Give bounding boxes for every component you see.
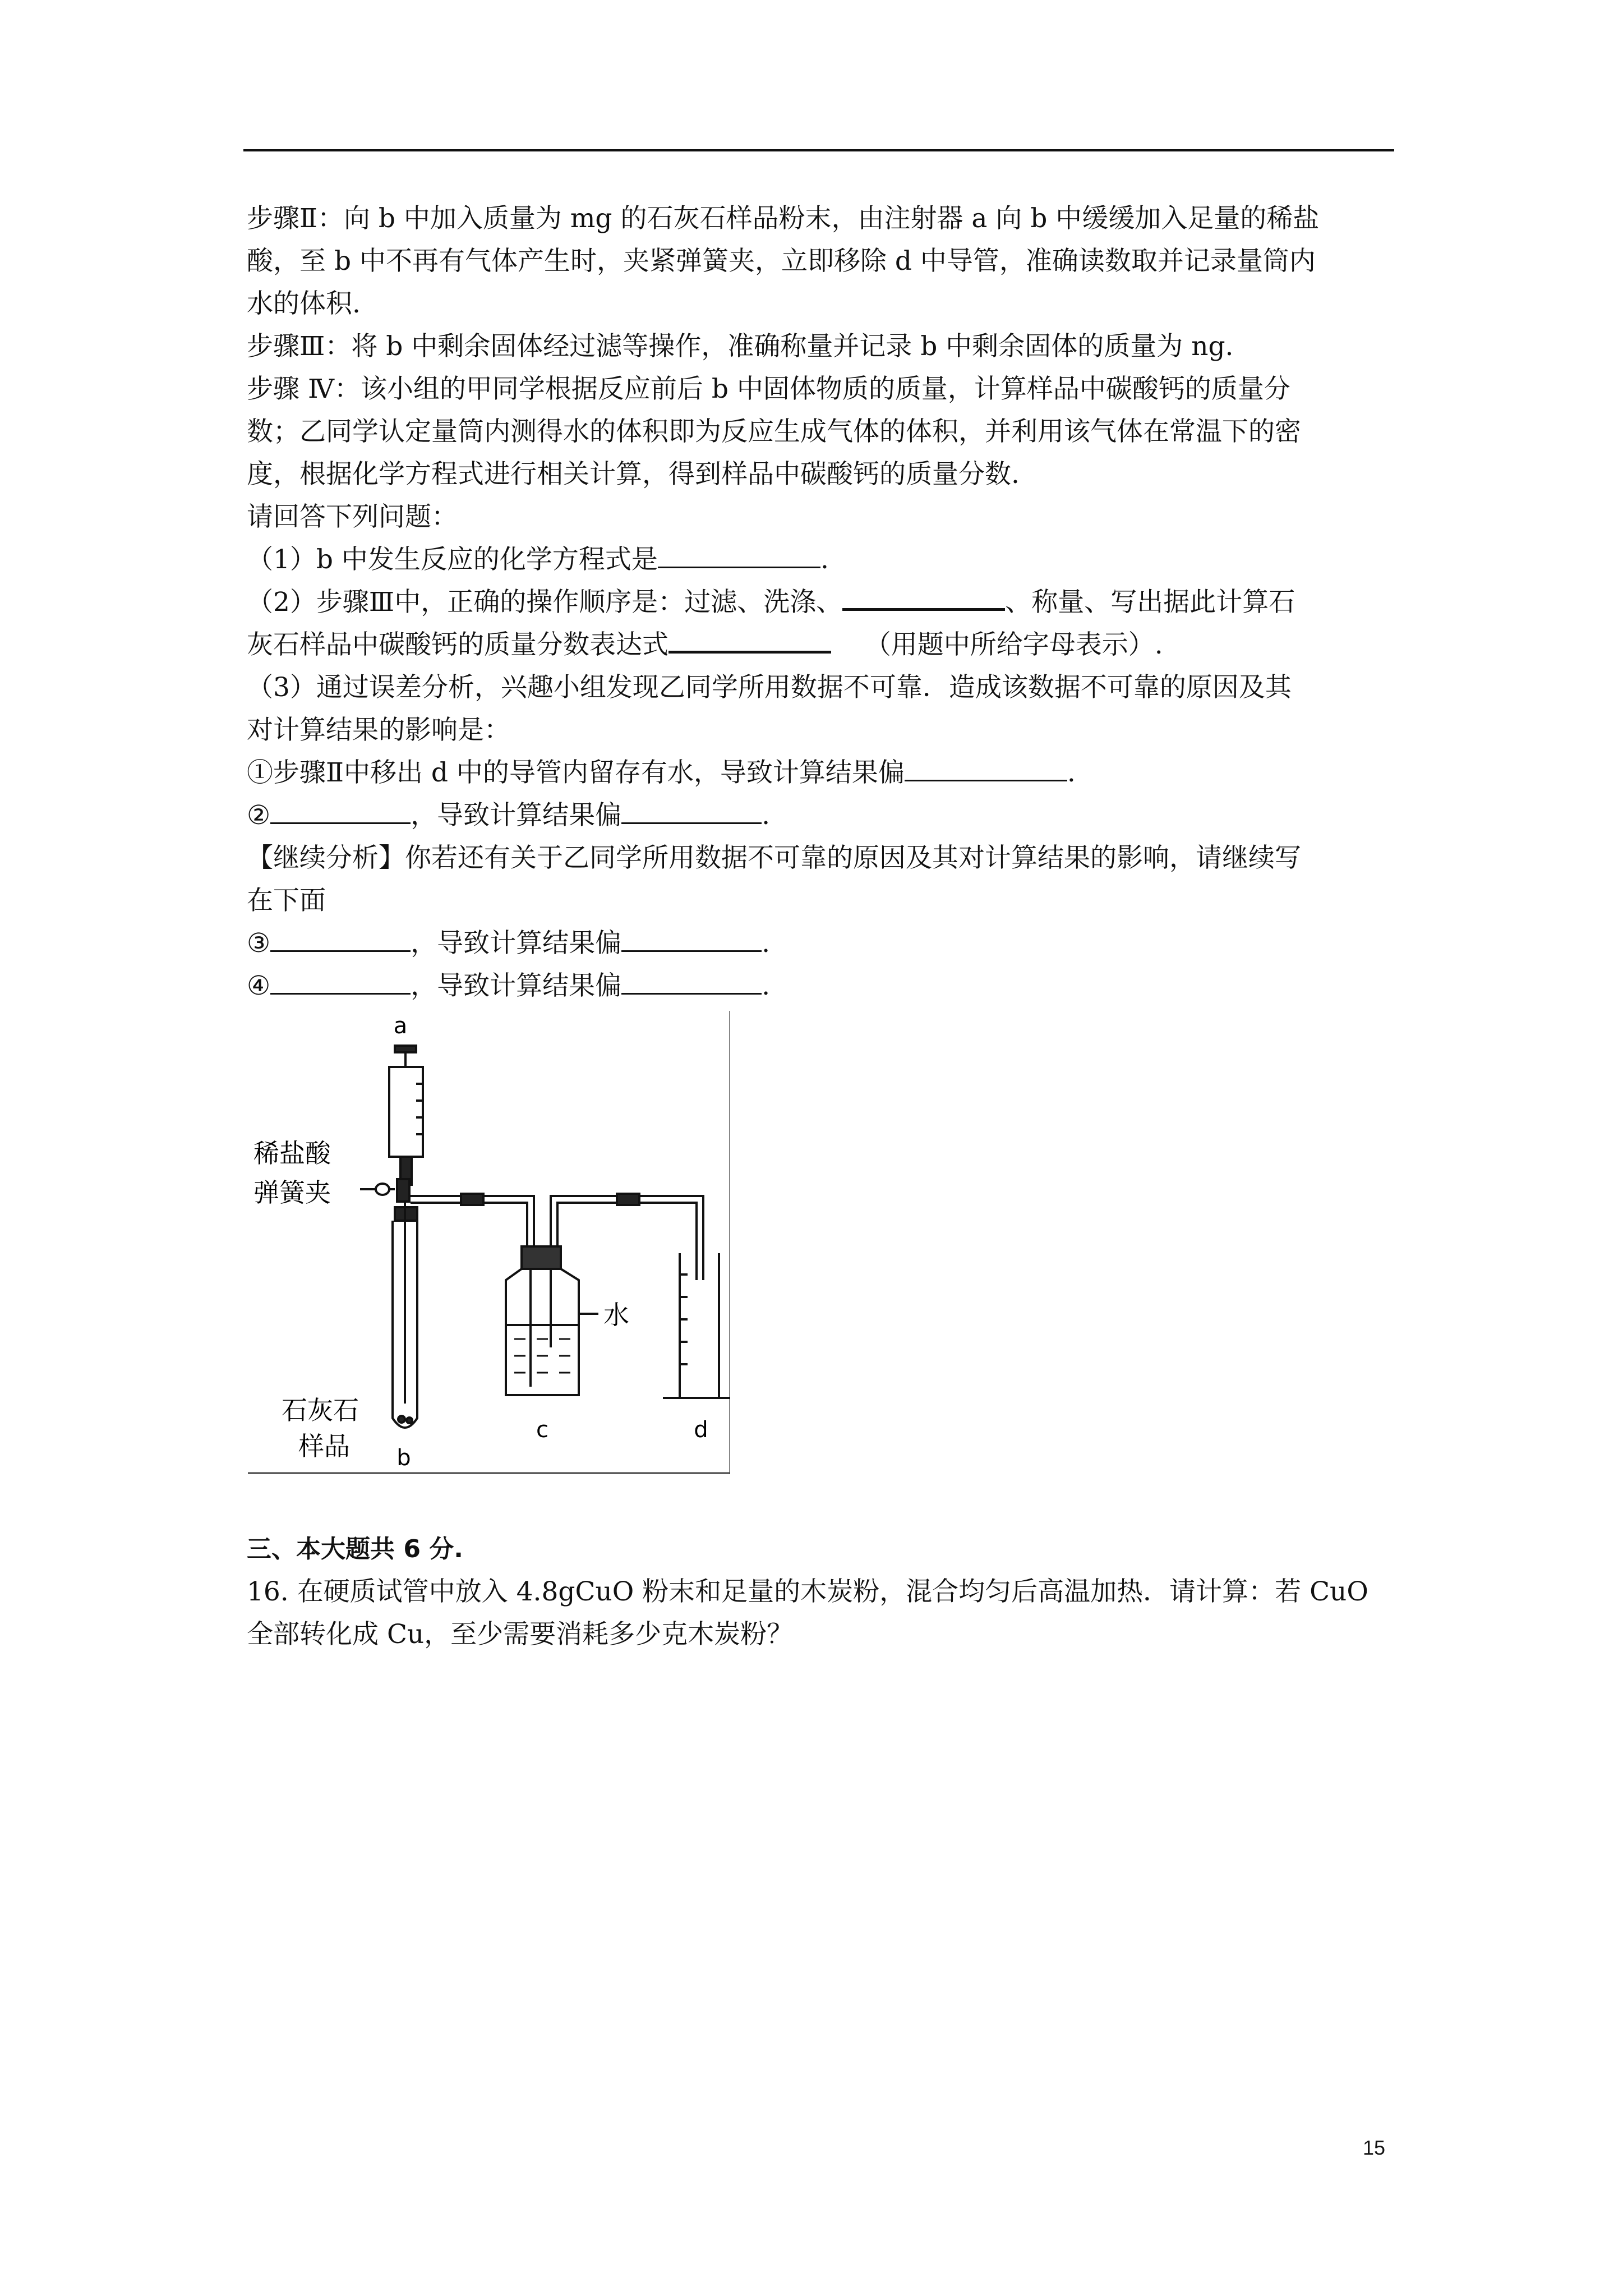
period: . xyxy=(762,928,771,959)
question-2-note: （用题中所给字母表示）. xyxy=(864,629,1163,660)
section-3 xyxy=(247,1528,1396,1656)
answer-blank-item2-effect[interactable] xyxy=(621,800,762,824)
bottle-c xyxy=(506,1246,598,1395)
question-2 xyxy=(247,581,1396,624)
answer-blank-item1[interactable] xyxy=(905,757,1067,781)
answer-blank-item4-effect[interactable] xyxy=(621,970,762,995)
period: . xyxy=(762,970,771,1001)
answer-blank-item2-reason[interactable] xyxy=(270,800,411,824)
answer-blank-q2-step[interactable] xyxy=(842,586,1005,611)
header-rule xyxy=(243,149,1394,151)
label-water: 水 xyxy=(603,1300,629,1330)
continue-analysis-line-1: 【继续分析】你若还有关于乙同学所用数据不可靠的原因及其对计算结果的影响，请继续写 xyxy=(247,843,1301,873)
answer-blank-q2-expression[interactable] xyxy=(668,628,831,654)
error-item-3-marker: ③ xyxy=(247,928,271,959)
answer-blank-item3-effect[interactable] xyxy=(621,928,762,952)
step2-line-1: 步骤Ⅱ：向 b 中加入质量为 mg 的石灰石样品粉末，由注射器 a 向 b 中缓缓加入足量的稀盐 xyxy=(247,203,1320,234)
error-item-4 xyxy=(247,965,1396,1007)
label-b: b xyxy=(396,1445,411,1471)
question-2-line-2 xyxy=(247,624,1396,666)
label-dilute-acid: 稀盐酸 xyxy=(253,1138,331,1168)
answer-blank-q1[interactable] xyxy=(658,544,820,568)
question-16-line-1: 16. 在硬质试管中放入 4.8gCuO 粉末和足量的木炭粉，混合均匀后高温加热．请计算：若 CuO xyxy=(247,1576,1368,1607)
answer-blank-item3-reason[interactable] xyxy=(270,928,411,952)
period: . xyxy=(820,544,829,575)
error-item-2 xyxy=(247,794,1396,837)
continue-analysis-line-2: 在下面 xyxy=(247,885,326,916)
step4-line-2: 数；乙同学认定量筒内测得水的体积即为反应生成气体的体积，并利用该气体在常温下的密 xyxy=(247,416,1301,447)
answer-prompt: 请回答下列问题： xyxy=(247,501,458,532)
question-3-line-1: （3）通过误差分析，兴趣小组发现乙同学所用数据不可靠．造成该数据不可靠的原因及其 xyxy=(247,672,1292,703)
question-1 xyxy=(247,539,1396,581)
label-sample-line-2: 样品 xyxy=(298,1431,350,1461)
page-number: 15 xyxy=(1363,2136,1386,2159)
spring-clip xyxy=(360,1179,409,1202)
test-tube-b xyxy=(393,1202,417,1428)
step3-line: 步骤Ⅲ：将 b 中剩余固体经过滤等操作，准确称量并记录 b 中剩余固体的质量为 ng. xyxy=(247,331,1234,362)
period: . xyxy=(762,800,771,831)
label-d: d xyxy=(694,1417,708,1443)
section-3-heading: 三、本大题共 6 分. xyxy=(247,1535,463,1563)
period: . xyxy=(1067,757,1076,788)
label-a: a xyxy=(393,1013,408,1039)
syringe-a xyxy=(389,1046,423,1185)
error-item-4-marker: ④ xyxy=(247,970,271,1001)
question-3-line-2: 对计算结果的影响是： xyxy=(247,715,510,746)
step4-line-3: 度，根据化学方程式进行相关计算，得到样品中碳酸钙的质量分数. xyxy=(247,459,1020,490)
question-body xyxy=(247,197,1396,1007)
question-16-line-2: 全部转化成 Cu，至少需要消耗多少克木炭粉？ xyxy=(247,1619,794,1650)
label-spring-clip: 弹簧夹 xyxy=(253,1177,331,1208)
error-item-4-result: ，导致计算结果偏 xyxy=(411,970,622,1001)
error-item-2-marker: ② xyxy=(247,800,271,831)
answer-blank-item4-reason[interactable] xyxy=(270,970,411,995)
step2-line-2: 酸，至 b 中不再有气体产生时，夹紧弹簧夹，立即移除 d 中导管，准确读数取并记录量筒内 xyxy=(247,246,1316,277)
apparatus-figure xyxy=(248,1011,730,1474)
question-1-text: （1）b 中发生反应的化学方程式是 xyxy=(247,544,658,575)
error-item-3 xyxy=(247,922,1396,965)
label-sample-line-1: 石灰石 xyxy=(282,1395,359,1425)
error-item-1-text: ①步骤Ⅱ中移出 d 中的导管内留存有水，导致计算结果偏 xyxy=(247,757,905,788)
question-2-text: （2）步骤Ⅲ中，正确的操作顺序是：过滤、洗涤、 xyxy=(247,587,843,618)
step4-line-1: 步骤 Ⅳ：该小组的甲同学根据反应前后 b 中固体物质的质量，计算样品中碳酸钙的质量分 xyxy=(247,374,1290,404)
error-item-3-result: ，导致计算结果偏 xyxy=(411,928,622,959)
error-item-1 xyxy=(247,752,1396,794)
question-2-text-mid: 、称量、写出据此计算石 xyxy=(1005,587,1295,618)
tube-b-to-c xyxy=(411,1194,534,1246)
apparatus-diagram xyxy=(248,1011,730,1474)
step2-line-3: 水的体积. xyxy=(247,288,361,319)
question-2-text-b: 灰石样品中碳酸钙的质量分数表达式 xyxy=(247,629,668,660)
label-c: c xyxy=(536,1417,548,1443)
error-item-2-result: ，导致计算结果偏 xyxy=(411,800,622,831)
